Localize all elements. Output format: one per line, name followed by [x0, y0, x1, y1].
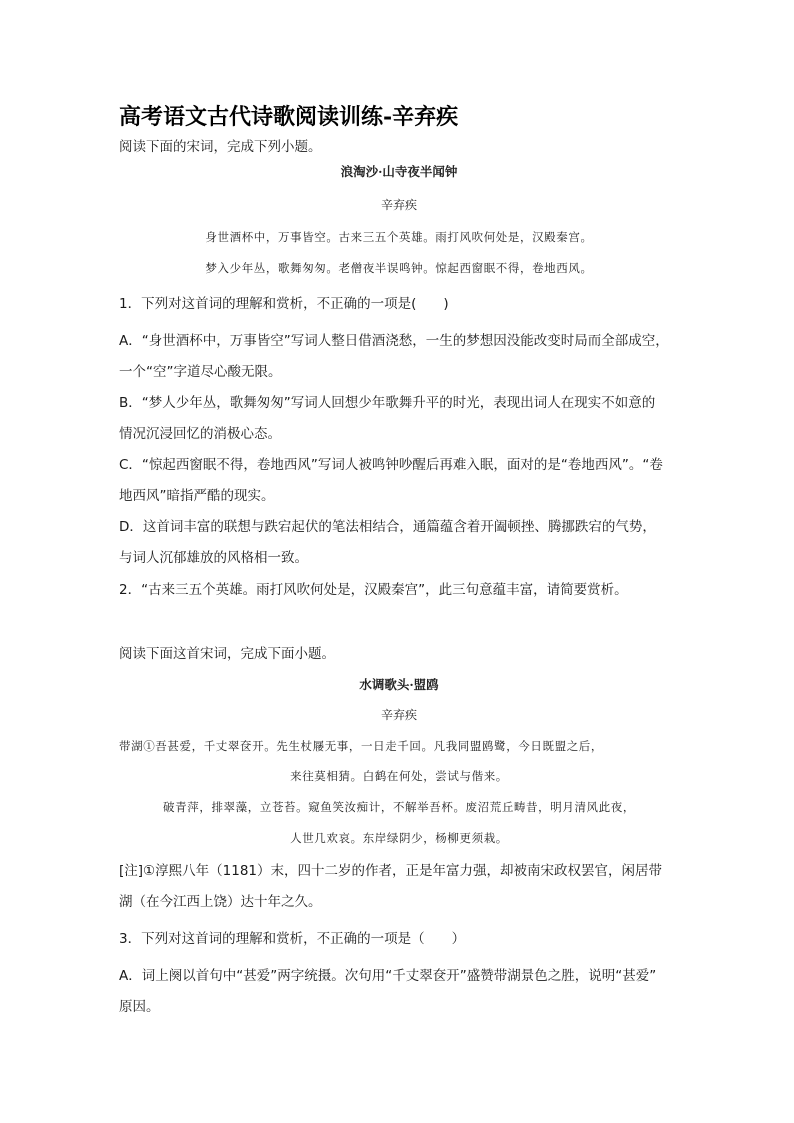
section2-poem-line: 带湖①吾甚爱，千丈翠奁开。先生杖屦无事，一日走千回。凡我同盟鸥鹭，今日既盟之后， — [119, 739, 603, 753]
question-3: 3．下列对这首词的理解和赏析，不正确的一项是（ ） — [119, 931, 466, 947]
q1-option-a-cont: 一个“空”字道尽心酸无限。 — [119, 364, 282, 380]
question-1: 1．下列对这首词的理解和赏析，不正确的一项是( ) — [119, 296, 449, 312]
section2-poem-line: 破青萍，排翠藻，立苍苔。窥鱼笑汝痴计，不解举吾杯。废沼荒丘畴昔，明月清风此夜， — [163, 800, 635, 814]
q1-option-b-cont: 情况沉浸回忆的消极心态。 — [119, 426, 281, 442]
section2-intro: 阅读下面这首宋词，完成下面小题。 — [119, 646, 335, 662]
section2-poem-line: 人世几欢哀。东岸绿阴少，杨柳更须栽。 — [290, 831, 508, 845]
section2-poem-title: 水调歌头·盟鸥 — [359, 677, 439, 692]
section1-author: 辛弃疾 — [380, 198, 417, 212]
annotation-note-cont: 湖（在今江西上饶）达十年之久。 — [119, 894, 322, 910]
section1-poem-line: 身世酒杯中，万事皆空。古来三五个英雄。雨打风吹何处是，汉殿秦宫。 — [205, 230, 593, 244]
q3-option-a-cont: 原因。 — [119, 999, 160, 1015]
page-title: 高考语文古代诗歌阅读训练-辛弃疾 — [119, 104, 459, 130]
q3-option-a: A．词上阕以首句中“甚爱”两字统摄。次句用“千丈翠奁开”盛赞带湖景色之胜，说明“甚爱” — [119, 968, 657, 984]
q1-option-d-cont: 与词人沉郁雄放的风格相一致。 — [119, 550, 308, 566]
section2-poem-line: 来往莫相猜。白鹤在何处，尝试与偕来。 — [290, 769, 508, 783]
section1-poem-title: 浪淘沙·山寺夜半闻钟 — [340, 164, 458, 179]
question-2: 2．“古来三五个英雄。雨打风吹何处是，汉殿秦宫”，此三句意蕴丰富，请简要赏析。 — [119, 582, 628, 598]
q1-option-a: A．“身世酒杯中，万事皆空”写词人整日借酒浇愁，一生的梦想因没能改变时局而全部成空， — [119, 333, 669, 349]
q1-option-d: D．这首词丰富的联想与跌宕起伏的笔法相结合，通篇蕴含着开阖顿挫、腾挪跌宕的气势， — [119, 519, 656, 535]
q1-option-c: C．“惊起西窗眠不得，卷地西风”写词人被鸣钟吵醒后再难入眠，面对的是“卷地西风”。“卷 — [119, 457, 663, 473]
q1-option-b: B．“梦人少年丛，歌舞匆匆”写词人回想少年歌舞升平的时光，表现出词人在现实不如意的 — [119, 395, 656, 411]
q1-option-c-cont: 地西风”暗指严酷的现实。 — [119, 488, 275, 504]
section1-poem-line: 梦入少年丛，歌舞匆匆。老僧夜半误鸣钟。惊起西窗眠不得，卷地西风。 — [205, 261, 593, 275]
annotation-note: [注]①淳熙八年（1181）末，四十二岁的作者，正是年富力强，却被南宋政权罢官，闲居带 — [119, 863, 662, 879]
section2-author: 辛弃疾 — [380, 708, 417, 722]
section1-intro: 阅读下面的宋词，完成下列小题。 — [119, 139, 322, 155]
